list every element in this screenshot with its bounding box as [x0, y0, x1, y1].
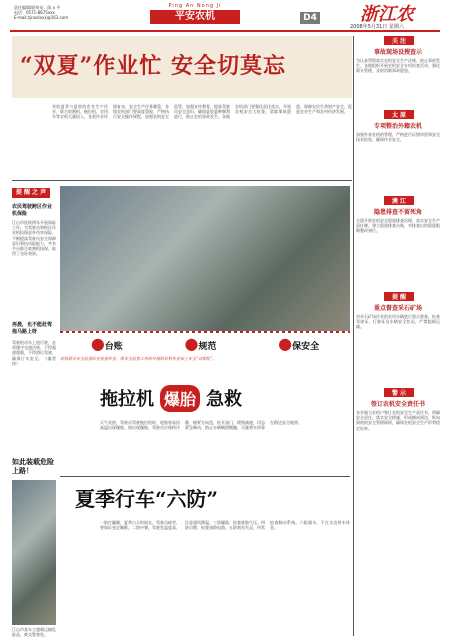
column-divider	[353, 36, 354, 636]
shield-icon: ●	[184, 333, 199, 353]
shield-icon: ●	[90, 333, 105, 353]
slogan	[184, 334, 216, 353]
section-title: 平安农机	[150, 10, 240, 24]
left-item-title: 如此装载危险上路！	[12, 458, 54, 475]
header-rule	[10, 30, 440, 32]
contact-info	[14, 5, 109, 20]
summer-body: 一防打瞌睡，夏季白天时间长，驾驶员疲劳，要保证充足睡眠。二防中暑，驾驶室温度高，注意通风降温。三防爆胎，检查轮胎气压。四防自燃，检查油路电路。五防刹车失灵，经常检查制动系统。六防溺水，不在水边停车休息。	[100, 520, 350, 531]
summer-headline: 夏季行车“六防”	[75, 487, 219, 511]
contact-editor: 责任编辑/联络员：陈 x 平	[14, 5, 61, 10]
inspection-photo	[60, 186, 350, 331]
tractor-headline-mid: 爆胎	[164, 389, 197, 409]
slogan	[278, 334, 319, 353]
page-badge: D4	[300, 12, 320, 24]
left-item-body: 驾驶机动车上道行驶，必须遵守交通法规，不得超速超载，不得酒后驾驶，确保行车安全。（编者按）	[12, 340, 56, 366]
photo-caption: 农机联合安全检查队在检查作业，保安全检查工作的开展给农机作业加上安全“双保险”。	[60, 356, 217, 361]
tractor-headline-right: 急救	[206, 389, 243, 410]
truck-photo	[12, 480, 56, 625]
date-line: 2008年5月31日 星期六	[350, 24, 404, 30]
left-section-tag: 提 醒 之 声	[12, 188, 50, 198]
right-item-body: 为认真贯彻落实农机安全生产法规，防止事故发生，各地组织开展农机安全专项检查活动，强化源头管理，及时消除事故隐患。	[356, 58, 440, 74]
right-tag: 警 示	[384, 388, 414, 397]
tractor-headline-left: 拖拉机	[100, 389, 154, 410]
slogan	[91, 334, 123, 353]
right-item-title: 重点督查采石矿场	[373, 305, 422, 312]
left-item-title: 再晨，也不能赶驾拖马路上呀	[12, 322, 53, 335]
right-tag: 关 注	[384, 36, 414, 45]
section-pinyin: Ping An Nong Ji	[168, 3, 222, 9]
contact-phone: 电话：0571-8675xxx	[14, 10, 55, 15]
slogan-text: 规范	[198, 341, 217, 352]
slogan-text: 保安全	[292, 341, 320, 352]
tractor-divider	[60, 476, 350, 477]
right-item-title: 签订农机安全责任书	[370, 401, 425, 408]
right-item-body: 全面开展农机安全隐患排查治理，落实安全生产责任制，建立隐患排查台账，对排查出的隐患限期整改到位。	[356, 218, 440, 234]
shield-icon: ●	[278, 333, 293, 353]
right-item-title: 专项整治外籍农机	[373, 123, 422, 130]
right-item-body: 对采石矿场作业的农用车辆进行重点督查，检查驾驶证、行驶证及车辆安全状况，严禁超载运输。	[356, 314, 440, 330]
truck-photo-caption: 江山市某车主超载运输危险品，被交警查处。	[12, 627, 56, 637]
right-item-body: 各乡镇与农机户签订农机安全生产责任书，明确安全责任，落实安全措施，形成横向到边、纵向到底的安全管理网络，确保农机安全生产形势稳定好转。	[356, 410, 440, 431]
paper-name: 浙江农	[360, 4, 414, 25]
lead-divider	[12, 180, 352, 181]
left-item-title: 农民驾驶跨区作业机保险	[12, 204, 53, 217]
right-sidebar	[356, 36, 440, 636]
right-item-body: 加强外来农机的管理，严格进行证照审验和安全技术检验，确保作业安全。	[356, 132, 440, 143]
left-item-body: 江山市连续两年开展保险工作，为驾驶员和跨区作业机投保意外伤害保险，不断提高驾驶员安全保障意识和抗风险能力，共有多台联合收割机投保，取得了良好效果。	[12, 220, 56, 257]
right-tag: 太 原	[384, 110, 414, 119]
right-tag: 澳 江	[384, 196, 414, 205]
tractor-body: 天气炎热，驾驶员驾驶拖拉机时，轮胎容易因高温出现爆胎。如出现爆胎，驾驶员应保持冷静，握紧方向盘，松开油门，缓慢减速，切忌紧急制动，防止车辆侧滑侧翻，尽量将车停靠在路边安全地带。	[100, 420, 302, 431]
burst-icon	[160, 385, 200, 412]
photo-slogans	[60, 333, 350, 353]
right-item-title: 隐患排查不留死角	[373, 209, 422, 216]
contact-email: E-mail:zjnoolxxx@163.com	[14, 15, 69, 20]
right-tag: 提 醒	[384, 292, 414, 301]
tractor-headline	[100, 380, 310, 416]
right-item-title: 事故现场设搜查示	[373, 49, 422, 56]
lead-body: 麦收夏季与夏收的农业生产作业，联合收割机、拖拉机、农用车等农机大量投入，各类作业环境复杂，安全生产任务繁重，各级农机部门要高度重视，严格执行安全操作规程，加强农机安全监管，加强宣传教育，提高驾驶员安全意识，确保夏收夏种顺利进行，防止农机事故发生。各地农机部门要强化责任落实，开展农机安全大检查，消除事故隐患，保障农民生命财产安全，促进农业生产和农村经济发展。	[52, 104, 352, 120]
slogan-text: 台账	[104, 341, 123, 352]
lead-headline: “双夏”作业忙 安全切莫忘	[20, 53, 286, 79]
